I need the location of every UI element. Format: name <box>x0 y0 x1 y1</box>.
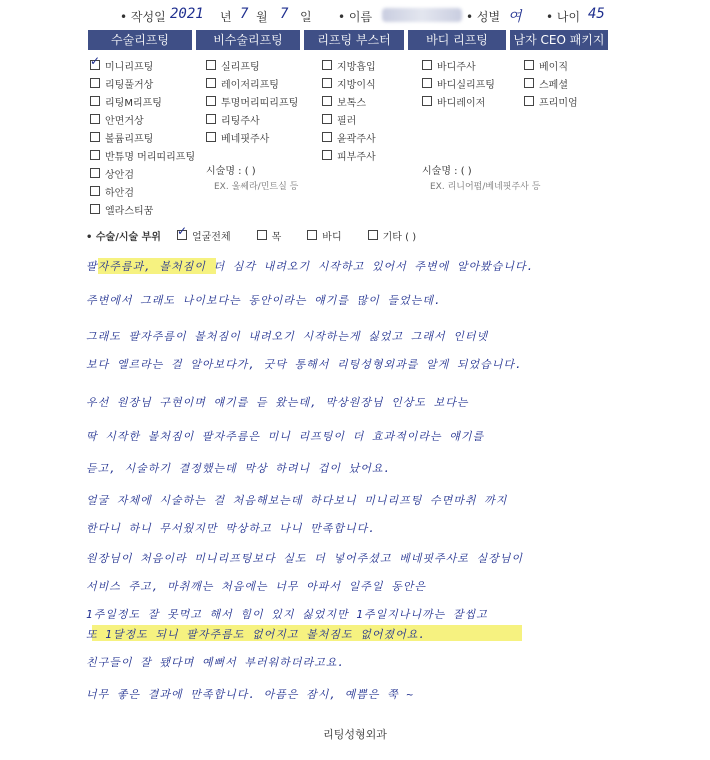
checkbox[interactable] <box>524 96 534 106</box>
checkbox[interactable] <box>422 78 432 88</box>
checkbox[interactable] <box>524 60 534 70</box>
option-item[interactable]: 반튜명 머리띠리프팅 <box>90 146 195 164</box>
option-item[interactable]: 실리프팅 <box>206 56 298 74</box>
category-body-lifting: 바디 리프팅 <box>408 30 506 50</box>
age-value: 45 <box>588 6 605 22</box>
area-option[interactable]: ✓ 얼굴전체 <box>177 228 231 243</box>
column-surgical-lifting <box>90 56 195 218</box>
review-line: 주변에서 그래도 나이보다는 동안이라는 얘기를 많이 들었는데. <box>86 294 442 307</box>
procedure-example: EX. 울쎄라/민트실 등 <box>214 182 299 192</box>
option-item[interactable]: 상안검 <box>90 164 195 182</box>
checkbox[interactable] <box>90 96 100 106</box>
option-item[interactable]: 필러 <box>322 110 376 128</box>
checkbox[interactable] <box>368 230 378 240</box>
option-item[interactable]: 지방흡입 <box>322 56 376 74</box>
category-bar <box>88 30 608 50</box>
gender-label: • 성별 <box>466 10 501 24</box>
name-label: • 이름 <box>338 10 373 24</box>
checkbox[interactable] <box>206 96 216 106</box>
clinic-name: 리팅성형외과 <box>323 728 387 741</box>
checkbox[interactable] <box>322 60 332 70</box>
checkbox[interactable] <box>322 96 332 106</box>
option-item[interactable]: 리팅M리프팅 <box>90 92 195 110</box>
checkbox[interactable] <box>90 204 100 214</box>
option-item[interactable]: 바디레이저 <box>422 92 540 110</box>
date-day: 7 <box>280 6 289 22</box>
checkbox[interactable] <box>322 78 332 88</box>
review-line: 얼굴 자체에 시술하는 걸 처음해보는데 하다보니 미니리프팅 수면마취 까지 <box>86 494 508 507</box>
year-unit: 년 <box>220 10 232 24</box>
checkbox[interactable] <box>90 168 100 178</box>
review-line: 1주일정도 잘 못먹고 해서 힘이 있지 싫었지만 1주일지나니까는 잘씹고 <box>86 608 488 621</box>
date-month: 7 <box>240 6 249 22</box>
review-line: 보다 엘르라는 걸 알아보다가, 굿닥 통해서 리팅성형외과를 알게 되었습니다. <box>86 358 523 371</box>
option-item[interactable]: 베이직 <box>524 56 578 74</box>
checkbox[interactable] <box>257 230 267 240</box>
column-nonsurgical-lifting <box>206 56 298 194</box>
review-line: 듣고, 시술하기 결정했는데 막상 하려니 겁이 났어요. <box>86 462 392 475</box>
review-line: 그래도 팔자주름이 볼처짐이 내려오기 시작하는게 싫었고 그래서 인터넷 <box>86 330 489 343</box>
review-line: 한다니 하니 무서웠지만 막상하고 나니 만족합니다. <box>86 522 376 535</box>
review-line: 또 1달정도 되니 팔자주름도 없어지고 볼처짐도 없어졌어요. <box>86 628 427 641</box>
checkbox[interactable] <box>90 78 100 88</box>
checkbox[interactable] <box>90 186 100 196</box>
review-line: 딱 시작한 볼처짐이 팔자주름은 미니 리프팅이 더 효과적이라는 얘기를 <box>86 430 485 443</box>
checkbox[interactable] <box>90 114 100 124</box>
area-option[interactable]: 바디 <box>307 228 341 243</box>
checkbox[interactable] <box>206 60 216 70</box>
option-item[interactable]: 베네핏주사 <box>206 128 298 146</box>
option-item[interactable]: 프리미엄 <box>524 92 578 110</box>
checkbox[interactable] <box>90 150 100 160</box>
procedure-name-field[interactable]: 시술명 : ( ) <box>422 166 472 177</box>
option-item[interactable]: 스페셜 <box>524 74 578 92</box>
review-line: 우선 원장님 구현이며 얘기를 듣 왔는데, 막상원장님 인상도 보다는 <box>86 396 469 409</box>
option-item[interactable]: 엘라스티꿈 <box>90 200 195 218</box>
checkbox[interactable] <box>422 96 432 106</box>
checkbox-checked[interactable] <box>177 230 187 240</box>
month-unit: 월 <box>256 10 268 24</box>
option-item[interactable]: 피부주사 <box>322 146 376 164</box>
option-item[interactable]: 윤곽주사 <box>322 128 376 146</box>
option-item[interactable]: 안면거상 <box>90 110 195 128</box>
redacted-name <box>382 8 462 22</box>
area-option[interactable]: 기타 ( ) <box>368 228 416 243</box>
checkbox[interactable] <box>322 132 332 142</box>
column-body-lifting <box>422 56 540 194</box>
option-item[interactable]: 바디주사 <box>422 56 540 74</box>
option-item[interactable]: ✓ 미니리프팅 <box>90 56 195 74</box>
checkbox[interactable] <box>322 150 332 160</box>
date-year: 2021 <box>170 6 204 22</box>
checkbox-checked[interactable] <box>90 60 100 70</box>
review-line: 친구들이 잘 됐다며 예뻐서 부러워하더라고요. <box>86 656 346 669</box>
checkbox[interactable] <box>206 78 216 88</box>
surgery-area-label: • 수술/시술 부위 <box>86 231 161 243</box>
procedure-example: EX. 리니어펌/베네핏주사 등 <box>430 182 541 192</box>
checkbox[interactable] <box>206 114 216 124</box>
option-item[interactable]: 지방이식 <box>322 74 376 92</box>
review-line: 서비스 주고, 마취깨는 처음에는 너무 아파서 일주일 동안은 <box>86 580 427 593</box>
category-nonsurgical-lifting: 비수술리프팅 <box>196 30 300 50</box>
checkbox[interactable] <box>206 132 216 142</box>
checkbox[interactable] <box>524 78 534 88</box>
option-item[interactable]: 바디실리프팅 <box>422 74 540 92</box>
form-header <box>0 6 710 26</box>
procedure-name-field[interactable]: 시술명 : ( ) <box>206 166 256 177</box>
gender-value: 여 <box>508 9 522 25</box>
surgery-area-row <box>86 228 442 242</box>
option-item[interactable]: 볼륨리프팅 <box>90 128 195 146</box>
column-men-ceo-package <box>524 56 578 110</box>
category-surgical-lifting: 수술리프팅 <box>88 30 192 50</box>
column-lifting-booster <box>322 56 376 164</box>
day-unit: 일 <box>300 10 312 24</box>
review-line: 원장님이 처음이라 미니리프팅보다 실도 더 넣어주셨고 베네핏주사로 실장님이 <box>86 552 524 565</box>
review-line: 너무 좋은 결과에 만족합니다. 아픔은 잠시, 예쁨은 쭉 ~ <box>86 688 414 701</box>
review-line: 팔자주름과, 볼처짐이 더 심각 내려오기 시작하고 있어서 주변에 알아봤습니다. <box>86 260 535 273</box>
category-lifting-booster: 리프팅 부스터 <box>304 30 404 50</box>
option-item[interactable]: 리팅주사 <box>206 110 298 128</box>
category-men-ceo-package: 남자 CEO 패키지 <box>510 30 608 50</box>
checkbox[interactable] <box>90 132 100 142</box>
area-option[interactable]: 목 <box>257 228 282 243</box>
option-item[interactable]: 하안검 <box>90 182 195 200</box>
checkbox[interactable] <box>422 60 432 70</box>
age-label: • 나이 <box>546 10 581 24</box>
checkbox[interactable] <box>307 230 317 240</box>
option-item[interactable]: 레이저리프팅 <box>206 74 298 92</box>
date-label: • 작성일 <box>120 10 166 24</box>
checkbox[interactable] <box>322 114 332 124</box>
option-item[interactable]: 보톡스 <box>322 92 376 110</box>
option-item[interactable]: 리팅풀거상 <box>90 74 195 92</box>
option-item[interactable]: 투명머리띠리프팅 <box>206 92 298 110</box>
